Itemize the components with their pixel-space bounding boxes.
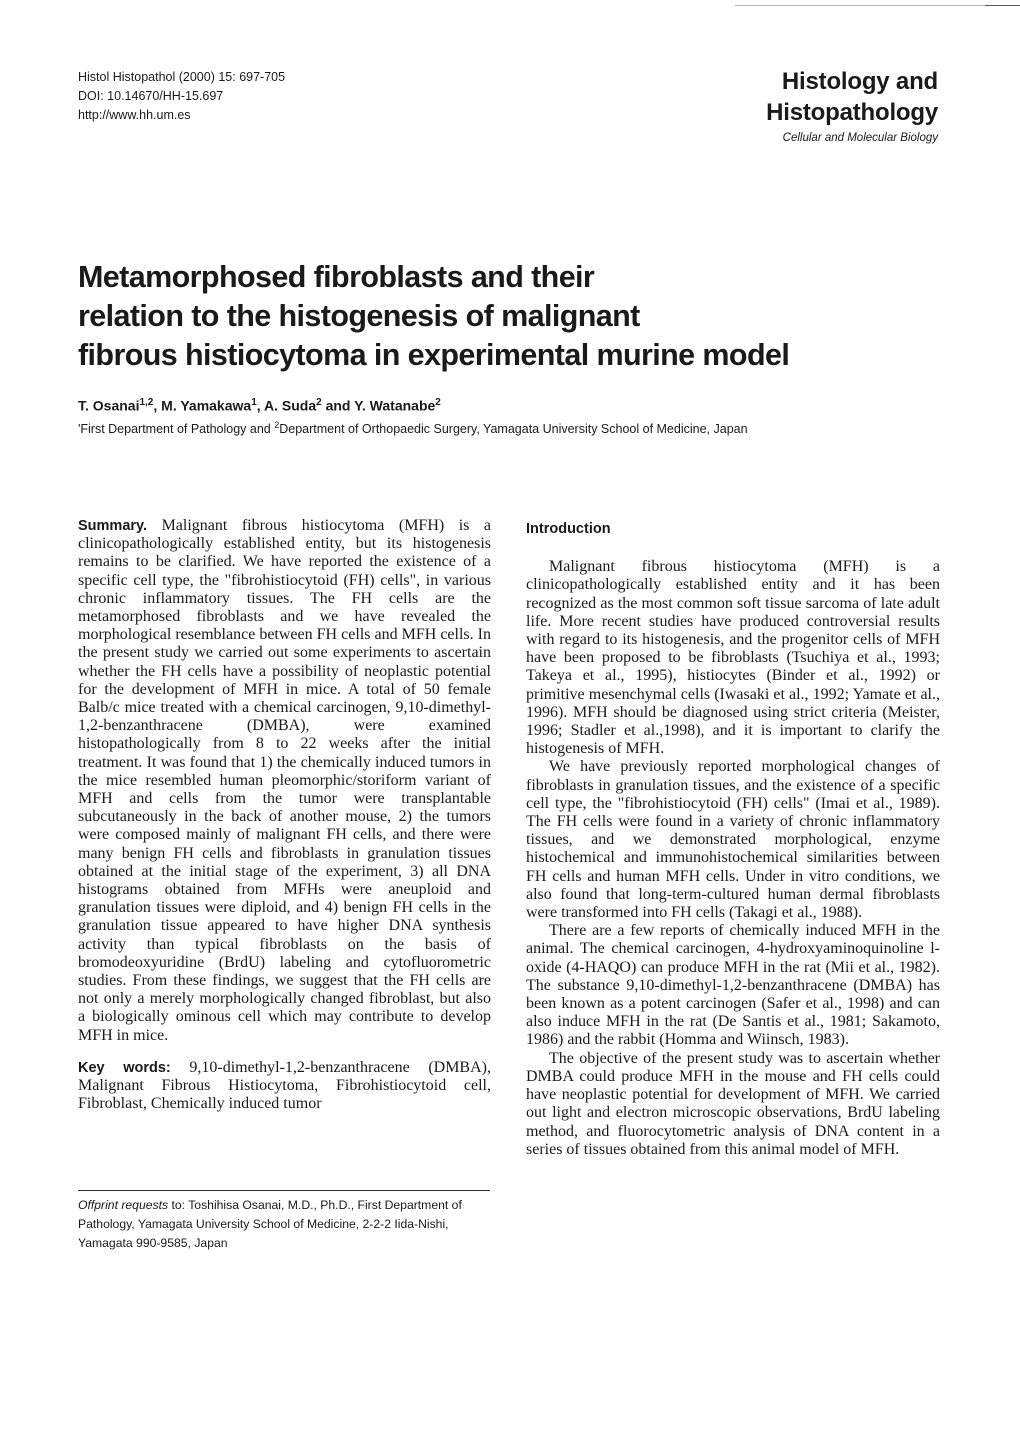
author-affiliation-marker: 2 xyxy=(316,397,322,408)
left-column xyxy=(78,517,491,1114)
right-column xyxy=(526,517,940,1159)
introduction-paragraph: The objective of the present study was to ascertain whether DMBA could produce MFH in the mouse and FH cells could have neoplastic potential for development of MFH. We carried out light and electron microscopic observations, BrdU labeling method, and fluorocytometric analysis of DNA content in a series of tissues obtained from this animal model of MFH. xyxy=(526,1049,940,1158)
footnote xyxy=(78,1196,493,1253)
author-name: and Y. Watanabe xyxy=(321,397,436,414)
affiliation-marker: 2 xyxy=(274,420,280,430)
journal-masthead xyxy=(766,66,938,144)
author-name: T. Osanai xyxy=(78,397,140,414)
journal-url[interactable]: http://www.hh.um.es xyxy=(78,108,191,122)
top-rule xyxy=(735,5,1020,6)
title-line: relation to the histogenesis of malignant xyxy=(78,299,640,333)
author-list xyxy=(78,397,441,414)
author-name: , M. Yamakawa xyxy=(153,397,252,414)
top-rule-accent xyxy=(985,5,1020,6)
introduction-paragraph: There are a few reports of chemically induced MFH in the animal. The chemical carcinogen, 4-hydroxyaminoquinoline l-oxide (4-HAQO) can produce MFH in the rat (Mii et al., 1982). The substance 9,10-dimethyl-1,2-benzanthracene (DMBA) has been known as a potent carcinogen (Safer et al., 1998) and can also induce MFH in the rat (De Santis et al., 1981; Sakamoto, 1986) and the rabbit (Homma and Wiinsch, 1983). xyxy=(526,922,940,1049)
affiliation-line xyxy=(78,420,748,436)
article-title xyxy=(78,258,948,375)
keywords-text: 9,10-dimethyl-1,2-benzanthracene (DMBA), Malignant Fibrous Histiocytoma, Fibrohistiocytoid cell, Fibroblast, Chemically induced tumor xyxy=(78,1058,491,1113)
author-affiliation-marker: 1 xyxy=(251,397,257,408)
footnote-divider xyxy=(78,1190,490,1191)
journal-title-line2: Histopathology xyxy=(766,99,938,126)
doi: DOI: 10.14670/HH-15.697 xyxy=(78,89,224,103)
author-affiliation-marker: 1,2 xyxy=(139,397,154,408)
title-line: fibrous histiocytoma in experimental murine model xyxy=(78,338,790,372)
keywords-heading: Key words: xyxy=(78,1059,171,1076)
introduction-paragraph: Malignant fibrous histiocytoma (MFH) is a clinicopathologically established entity and it has been recognized as the most common soft tissue sarcoma of late adult life. More recent studies have produced controversial results with regard to its histogenesis, and the progenitor cells of MFH have been proposed to be fibroblasts (Tsuchiya et al., 1993; Takeya et al., 1995), histiocytes (Binder et al., 1992) or primitive mesenchymal cells (Iwasaki et al., 1992; Yamate et al., 1996). MFH should be diagnosed using strict criteria (Meister, 1996; Stadler et al.,1998), and it is important to clarify the histogenesis of MFH. xyxy=(526,558,940,758)
introduction-paragraph: We have previously reported morphological changes of fibroblasts in granulation tissues, and the existence of a specific cell type, the "fibrohistiocytoid (FH) cells" (Imai et al., 1989). The FH cells were found in a variety of chronic inflammatory tissues, and we demonstrated morphological, enzyme histochemical and immunohistochemical similarities between FH cells and human MFH cells. Under in vitro conditions, we also found that long-term-cultured human dermal fibroblasts were transformed into FH cells (Takagi et al., 1988). xyxy=(526,758,940,922)
affiliation-part: 'First Department of Pathology and xyxy=(78,422,275,437)
footnote-text: to: Toshihisa Osanai, M.D., Ph.D., First Department of Pathology, Yamagata University School of Medicine, 2-2-2 Iida-Nishi, Yamagata 990-9585, Japan xyxy=(78,1198,462,1250)
affiliation-part: Department of Orthopaedic Surgery, Yamagata University School of Medicine, Japan xyxy=(279,422,748,437)
title-line: Metamorphosed fibroblasts and their xyxy=(78,260,595,294)
journal-subtitle: Cellular and Molecular Biology xyxy=(782,132,938,144)
summary-paragraph xyxy=(78,517,491,1045)
citation-block xyxy=(78,68,285,125)
keywords-paragraph xyxy=(78,1059,491,1114)
introduction-heading: Introduction xyxy=(526,521,611,537)
journal-title-line1: Histology and xyxy=(781,68,938,95)
summary-heading: Summary. xyxy=(78,518,148,534)
footnote-label: Offprint requests xyxy=(78,1198,169,1212)
author-name: , A. Suda xyxy=(256,397,317,414)
author-affiliation-marker: 2 xyxy=(435,397,441,408)
journal-reference: Histol Histopathol (2000) 15: 697-705 xyxy=(78,70,286,84)
summary-text: Malignant fibrous histiocytoma (MFH) is a clinicopathologically established entity, but its histogenesis remains to be clarified. We have reported the existence of a specific cell type, the "fibrohistiocytoid (FH) cells", in various chronic inflammatory tissues. The FH cells are the metamorphosed fibroblasts and we have revealed the morphological resemblance between FH cells and MFH cells. In the present study we carried out some experiments to ascertain whether the FH cells have a possibility of neoplastic potential for the development of MFH in mice. A total of 50 female Balb/c mice treated with a chemical carcinogen, 9,10-dimethyl-1,2-benzanthracene (DMBA), were examined histopathologically from 8 to 22 weeks after the initial treatment. It was found that 1) the chemically induced tumors in the mice resembled human pleomorphic/storiform variant of MFH and cells from the tumor were transplantable subcutaneously in the back of another mouse, 2) the tumors were composed mainly of malignant FH cells, and there were many benign FH cells and fibroblasts in granulation tissues obtained at the initial stage of the experiment, 3) all DNA histograms obtained from MFHs were aneuploid and granulation tissues were diploid, and 4) benign FH cells in the granulation tissue appeared to have higher DNA synthesis activity than typical fibroblasts on the basis of bromodeoxyuridine (BrdU) labeling and cytofluorometric studies. From these findings, we suggest that the FH cells are not only a merely morphologically changed fibroblast, but also a biologically ominous cell which may contribute to develop MFH in mice. xyxy=(78,517,491,1044)
